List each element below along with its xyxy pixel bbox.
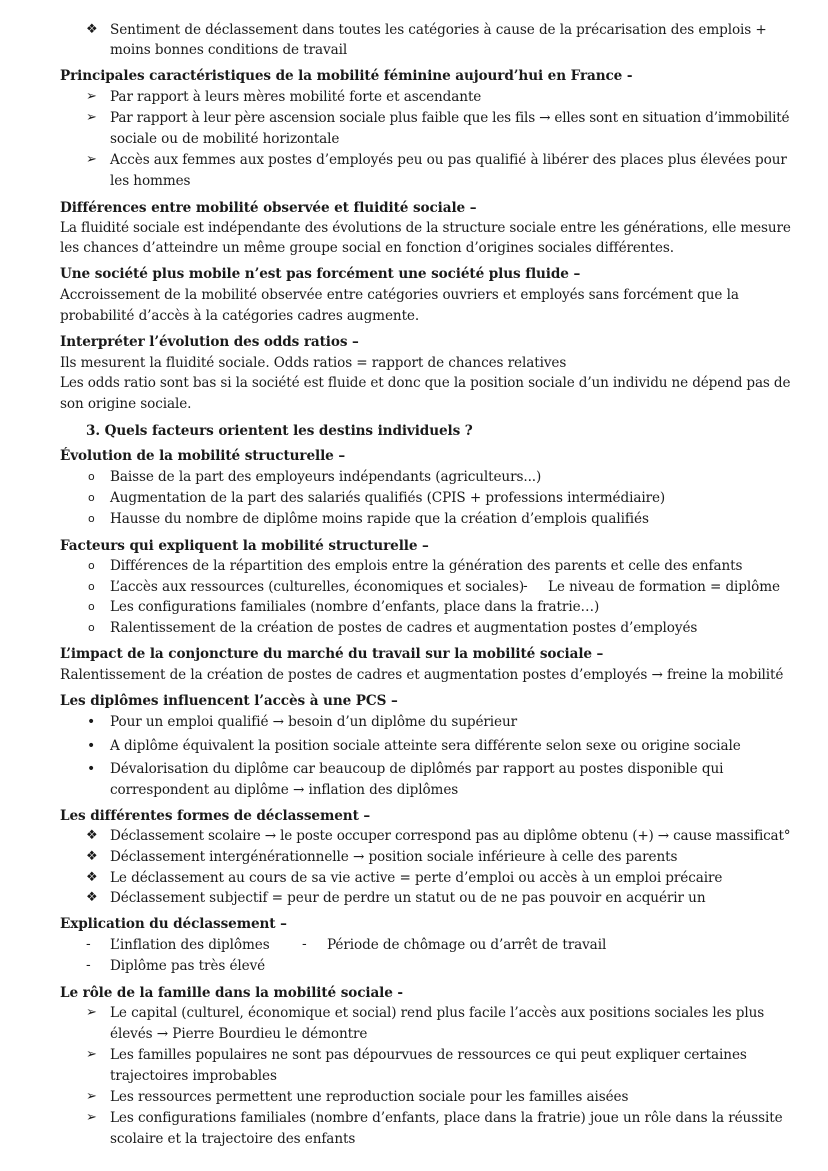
list-item-text: Les ressources permettent une reproduction sociale pour les familles aisées <box>110 1089 629 1105</box>
dash-bullet-icon: - <box>86 937 91 952</box>
circle-bullet-icon: o <box>88 491 95 504</box>
list-item-text: Hausse du nombre de diplôme moins rapide que la création d’emplois qualifiés <box>110 511 649 527</box>
arrow-bullet-icon: ➢ <box>86 1089 97 1104</box>
circle-bullet-icon: o <box>88 470 95 483</box>
list-item-text: scolaire et la trajectoire des enfants <box>110 1131 356 1147</box>
list-item-text: Par rapport à leurs mères mobilité forte et ascendante <box>110 89 482 105</box>
section-heading: Principales caractéristiques de la mobilité féminine aujourd’hui en France - <box>60 68 633 84</box>
diamond-bullet-icon: ❖ <box>86 890 98 905</box>
list-item-text: Déclassement subjectif = peur de perdre un statut ou de ne pas pouvoir en acquérir un <box>110 890 706 906</box>
section-heading: Les diplômes influencent l’accès à une PCS – <box>60 693 398 709</box>
list-item-text: Baisse de la part des employeurs indépendants (agriculteurs...) <box>110 469 542 485</box>
section-heading: Les différentes formes de déclassement – <box>60 808 371 824</box>
paragraph-line: Les odds ratio sont bas si la société est fluide et donc que la position sociale d’un individu ne dépend pas de <box>60 375 791 391</box>
paragraph-line: Ils mesurent la fluidité sociale. Odds ratios = rapport de chances relatives <box>60 355 567 371</box>
diamond-bullet-icon: ❖ <box>86 828 98 843</box>
list-item-text: Le déclassement au cours de sa vie active = perte d’emploi ou accès à un emploi précaire <box>110 870 723 886</box>
list-item-text: élevés → Pierre Bourdieu le démontre <box>110 1026 368 1042</box>
dash-bullet-icon: - <box>523 579 528 594</box>
arrow-bullet-icon: ➢ <box>86 89 97 104</box>
dash-bullet-icon: - <box>302 937 307 952</box>
section-heading: Une société plus mobile n’est pas forcément une société plus fluide – <box>60 266 581 282</box>
section-heading: L’impact de la conjoncture du marché du travail sur la mobilité sociale – <box>60 646 604 662</box>
section-heading: Interpréter l’évolution des odds ratios – <box>60 334 359 350</box>
circle-bullet-icon: o <box>88 621 95 634</box>
diamond-bullet-icon: ❖ <box>86 870 98 885</box>
bullet-icon: • <box>87 761 96 777</box>
paragraph-line: son origine sociale. <box>60 396 192 412</box>
arrow-bullet-icon: ➢ <box>86 1005 97 1020</box>
arrow-bullet-icon: ➢ <box>86 110 97 125</box>
list-item-text: Dévalorisation du diplôme car beaucoup de diplômés par rapport au postes disponible qui <box>110 761 724 777</box>
list-item-text: Déclassement intergénérationnelle → position sociale inférieure à celle des parents <box>110 849 678 865</box>
paragraph-line: probabilité d’accès à la catégories cadres augmente. <box>60 308 420 324</box>
list-item-text: Accès aux femmes aux postes d’employés peu ou pas qualifié à libérer des places plus élevées pour <box>110 152 787 168</box>
circle-bullet-icon: o <box>88 512 95 525</box>
section-heading: Différences entre mobilité observée et fluidité sociale – <box>60 200 477 216</box>
bullet-icon: • <box>87 738 96 754</box>
list-item-text: Les familles populaires ne sont pas dépourvues de ressources ce qui peut expliquer certaines <box>110 1047 747 1063</box>
paragraph-line: Accroissement de la mobilité observée entre catégories ouvriers et employés sans forcément que la <box>60 287 739 303</box>
list-item-text: Pour un emploi qualifié → besoin d’un diplôme du supérieur <box>110 714 518 730</box>
list-item-text: Les configurations familiales (nombre d’enfants, place dans la fratrie…) <box>110 599 600 615</box>
section-heading: Facteurs qui expliquent la mobilité structurelle – <box>60 538 429 554</box>
list-item-text: les hommes <box>110 173 191 189</box>
list-item-text: Période de chômage ou d’arrêt de travail <box>327 937 607 953</box>
list-item-text: Le niveau de formation = diplôme <box>548 579 780 595</box>
list-item-text: Par rapport à leur père ascension sociale plus faible que les fils → elles sont en situation d’immobilité <box>110 110 790 126</box>
section-heading: Évolution de la mobilité structurelle – <box>60 448 346 464</box>
diamond-bullet-icon: ❖ <box>86 849 98 864</box>
section-heading: Explication du déclassement – <box>60 916 287 932</box>
diamond-bullet-icon: ❖ <box>86 22 98 37</box>
list-item-text: sociale ou de mobilité horizontale <box>110 131 340 147</box>
list-item-text: trajectoires improbables <box>110 1068 277 1084</box>
circle-bullet-icon: o <box>88 600 95 613</box>
list-item-text: A diplôme équivalent la position sociale atteinte sera différente selon sexe ou origine sociale <box>110 738 741 754</box>
paragraph-line: Ralentissement de la création de postes de cadres et augmentation postes d’employés → freine la mobilité <box>60 667 784 683</box>
arrow-bullet-icon: ➢ <box>86 152 97 167</box>
list-item-text: Augmentation de la part des salariés qualifiés (CPIS + professions intermédiaire) <box>110 490 666 506</box>
list-item-text: Ralentissement de la création de postes de cadres et augmentation postes d’employés <box>110 620 698 636</box>
circle-bullet-icon: o <box>88 580 95 593</box>
paragraph-line: les chances d’atteindre un même groupe social en fonction d’origines sociales différentes. <box>60 240 674 256</box>
dash-bullet-icon: - <box>86 958 91 973</box>
bullet-icon: • <box>87 714 96 730</box>
list-item-text: correspondent au diplôme → inflation des diplômes <box>110 782 459 798</box>
list-item-text: moins bonnes conditions de travail <box>110 42 348 58</box>
arrow-bullet-icon: ➢ <box>86 1047 97 1062</box>
numbered-heading: 3. Quels facteurs orientent les destins individuels ? <box>86 423 473 439</box>
arrow-bullet-icon: ➢ <box>86 1110 97 1125</box>
paragraph-line: La fluidité sociale est indépendante des évolutions de la structure sociale entre les générations, elle mesure <box>60 220 791 236</box>
list-item-text: Sentiment de déclassement dans toutes les catégories à cause de la précarisation des emplois + <box>110 22 767 38</box>
circle-bullet-icon: o <box>88 559 95 572</box>
section-heading: Le rôle de la famille dans la mobilité sociale - <box>60 985 403 1001</box>
list-item-text: L’accès aux ressources (culturelles, économiques et sociales) <box>110 579 525 595</box>
list-item-text: Déclassement scolaire → le poste occuper correspond pas au diplôme obtenu (+) → cause massificat° <box>110 828 791 844</box>
list-item-text: Diplôme pas très élevé <box>110 958 266 974</box>
list-item-text: Le capital (culturel, économique et social) rend plus facile l’accès aux positions sociales les plus <box>110 1005 765 1021</box>
list-item-text: Les configurations familiales (nombre d’enfants, place dans la fratrie) joue un rôle dans la réussite <box>110 1110 783 1126</box>
list-item-text: L’inflation des diplômes <box>110 937 270 953</box>
list-item-text: Différences de la répartition des emplois entre la génération des parents et celle des enfants <box>110 558 743 574</box>
